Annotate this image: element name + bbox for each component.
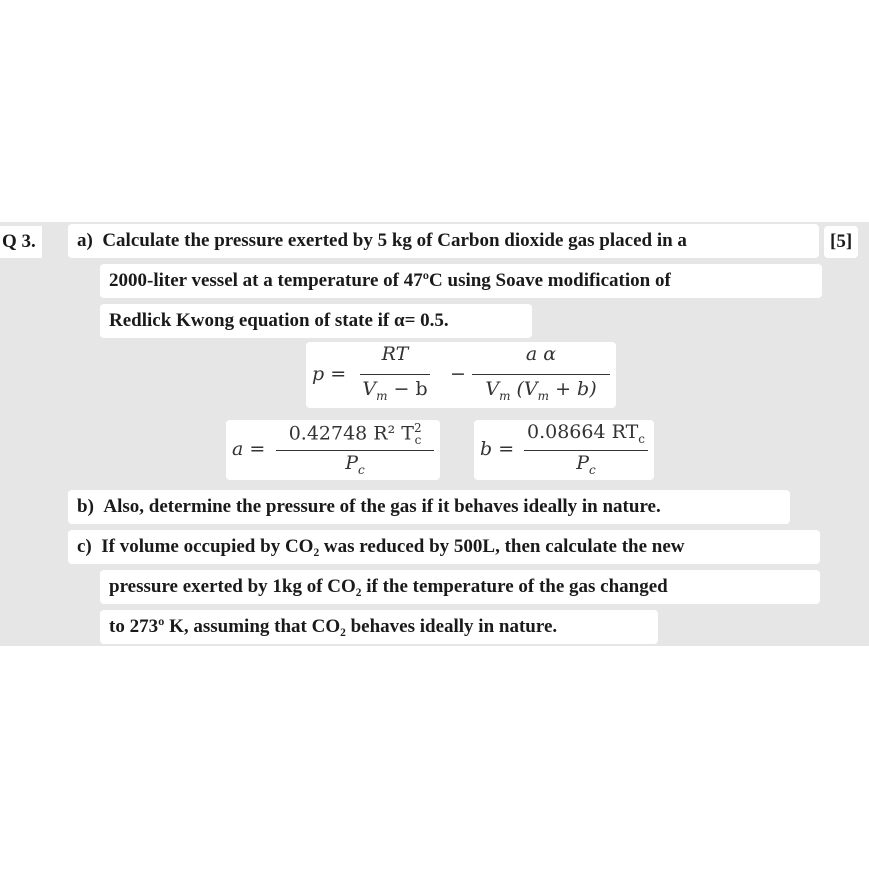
- b-fraction: [524, 420, 648, 480]
- part-c-text-1: If volume occupied by CO₂ was reduced by 500L, then calculate the new: [101, 536, 685, 557]
- minus-sign: −: [450, 363, 466, 385]
- part-c-text-2: pressure exerted by 1kg of CO₂ if the temperature of the gas changed: [109, 576, 668, 597]
- question-number: Q 3.: [0, 226, 42, 258]
- part-b-text: Also, determine the pressure of the gas if it behaves ideally in nature.: [103, 496, 661, 517]
- part-c-line-2: [100, 570, 820, 604]
- b-numerator: 0.08664 $RT_c$: [527, 421, 645, 446]
- a-lhs: a =: [232, 438, 266, 460]
- srk-pressure-equation: [306, 342, 616, 408]
- term1-denominator: $V_m - b$: [362, 378, 428, 403]
- a-alpha-over-vm-vm-plus-b: [472, 342, 610, 408]
- question-marks: [5]: [824, 226, 858, 258]
- pressure-lhs: p =: [312, 363, 347, 385]
- term2-denominator: $V_m$ $(V_m + b)$: [485, 378, 597, 403]
- fraction-bar: [360, 374, 430, 375]
- part-b-label: b): [77, 496, 94, 517]
- b-lhs: b =: [480, 438, 515, 460]
- part-a-text-2: 2000-liter vessel at a temperature of 47ºC using Soave modification of: [109, 270, 671, 291]
- a-parameter-equation: [226, 420, 440, 480]
- part-c-line-1: [68, 530, 820, 564]
- part-a-text-3: Redlick Kwong equation of state if α= 0.5.: [109, 310, 449, 331]
- a-denominator: $P_c$: [345, 452, 365, 477]
- rt-over-vm-minus-b: [360, 342, 430, 408]
- a-fraction: [276, 420, 434, 480]
- part-a-text-1: Calculate the pressure exerted by 5 kg of Carbon dioxide gas placed in a: [102, 230, 687, 251]
- part-b-line: [68, 490, 790, 524]
- part-a-label: a): [77, 230, 93, 251]
- b-denominator: $P_c$: [576, 452, 596, 477]
- a-numerator: 0.42748 R² $T^2_c$: [288, 421, 422, 448]
- part-c-text-3: to 273º K, assuming that CO₂ behaves ideally in nature.: [109, 616, 558, 637]
- part-a-line-3: [100, 304, 532, 338]
- fraction-bar: [472, 374, 610, 375]
- part-a-line-2: [100, 264, 822, 298]
- b-parameter-equation: [474, 420, 654, 480]
- term1-numerator: RT: [381, 343, 409, 365]
- part-a-line-1: [68, 224, 819, 258]
- part-c-line-3: [100, 610, 658, 644]
- term2-numerator: a α: [525, 343, 557, 365]
- part-c-label: c): [77, 536, 92, 557]
